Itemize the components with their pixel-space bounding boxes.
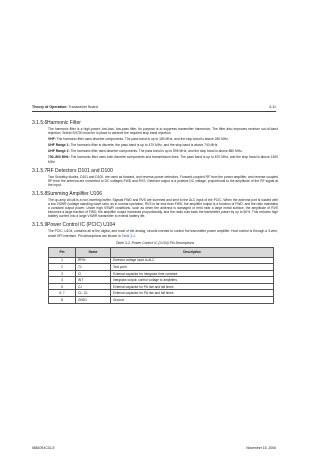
- cell-name: CJ: [76, 283, 111, 290]
- table-caption: Table 3-2. Power Control IC (U104) Pin Descriptions: [115, 240, 195, 245]
- section-harmonic-filter: [32, 120, 278, 164]
- header-rule: [32, 111, 276, 112]
- table-row: [49, 283, 274, 290]
- header-title-rest: Transceiver Board: [67, 105, 98, 109]
- section-title: Summing Amplifier U106: [47, 190, 103, 197]
- paragraph-vhf: [48, 137, 278, 141]
- page-footer: [32, 446, 276, 450]
- paragraph-uhf1: [48, 143, 278, 147]
- column-header-name: Name: [76, 247, 111, 257]
- table-row: [49, 297, 274, 304]
- section-summing-amplifier: [32, 191, 278, 218]
- table-row: [49, 290, 274, 297]
- cell-description: External capacitor for integrator time constant: [111, 270, 274, 277]
- section-number: 3.1.5.8: [32, 190, 48, 197]
- run-in-label: 700–800 MHz:: [48, 155, 70, 160]
- cell-pin: 1: [49, 257, 76, 264]
- paragraph: The op-amp circuit is a non-inverting buffer. Signals FWD and RVS are summed and sent to the ALC input of the PCIC. When the antenna port is loaded with a low VSWR (voltage standing wave ratio; as in normal operation, RVS is far less than FWD, the amplifier output is a function of FWD, and the ratio maintains a constant output power. Under high VSWR conditions, such as when the antenna is damaged or held near a large metal surface, the amplitude of RVS becomes a large fraction of FWD, the amplifier output increases proportionally, and the radio cuts back the transmitter power by up to 50%. This reduces high battery current into a large VSWR transmitter to extend battery life.: [48, 197, 278, 219]
- section-number: 3.1.5.6: [32, 120, 48, 126]
- cell-name: INT: [76, 277, 111, 284]
- cell-name: CL, CL: [76, 290, 111, 297]
- section-heading: [32, 222, 278, 228]
- section-power-control-ic: [32, 222, 278, 237]
- section-number: 3.1.5.9: [32, 222, 48, 229]
- paragraph-text: The harmonic filter uses both discrete components and transmission lines. The pass band is up to 870 MHz, and the stop band is above 1300 MHz.: [48, 155, 278, 164]
- table-row: [49, 264, 274, 271]
- page-header: [32, 105, 276, 113]
- cell-pin: 5: [49, 283, 76, 290]
- table-reference-link[interactable]: Table 3-2: [121, 233, 136, 238]
- paragraph-text: The harmonic filter is discrete, the pass band is up to 470 MHz, and the stop band is above 740 MHz.: [69, 143, 219, 148]
- section-number: 3.1.5.7: [32, 167, 48, 174]
- section-title: Harmonic Filter: [47, 120, 81, 126]
- cell-name: RFIN: [76, 257, 111, 264]
- cell-pin: 4: [49, 277, 76, 284]
- cell-description: External capacitor for PA rise and fall times: [111, 283, 274, 290]
- cell-pin: 8: [49, 297, 76, 304]
- table-header-row: [49, 247, 274, 257]
- cell-description: Ground: [111, 297, 274, 304]
- section-title: RF Detectors D101 and D100: [47, 167, 113, 174]
- cell-pin: 2: [49, 264, 76, 271]
- footer-date: November 15, 2006: [246, 446, 276, 450]
- cell-name: GND1: [76, 297, 111, 304]
- table-row: [49, 270, 274, 277]
- column-header-description: Description: [111, 247, 274, 257]
- cell-description: Detector voltage input to ALC: [111, 257, 274, 264]
- table-row: [49, 257, 274, 264]
- column-header-pin: Pin: [49, 247, 76, 257]
- section-title: Power Control IC (PCIC) U104: [47, 222, 116, 229]
- pin-description-table: [48, 247, 274, 304]
- run-in-label: VHF:: [48, 137, 56, 142]
- cell-name: T1: [76, 264, 111, 271]
- cell-pin: 6, 7: [49, 290, 76, 297]
- table-row: [49, 277, 274, 284]
- paragraph: Two Schottky diodes, D101 and D100, are used as forward- and reverse-power detectors. Forward-coupled RF from the power amplifier, and reverse-coupled RF from the antenna are converted to DC voltages FWD and RVS. Detector output is a positive DC voltage, proportional to the amplitude of the RF signal at the input.: [48, 174, 278, 187]
- paragraph-text: The PCIC, U104, contains all of the digital, and most of the analog, circuits needed to control the transmitter power amplifier. Host control is through a 3-wire, smart SPI interface. Pin descriptions are shown in: [48, 229, 278, 238]
- cell-name: CI: [76, 270, 111, 277]
- header-page-number: 3-11: [269, 105, 276, 109]
- paragraph-end: .: [135, 233, 137, 238]
- paragraph: The harmonic filter is a high-power, low-loss, low-pass filter. Its purpose is to suppress transmitter harmonics. The filter also improves receiver out-of-band rejection. Shield SH700 must be in place to achieve the required stop band rejection.: [48, 127, 278, 136]
- footer-doc-number: 6881094C31-E: [32, 446, 55, 450]
- cell-description: Test point: [111, 264, 274, 271]
- paragraph-700-800: [48, 155, 278, 163]
- section-heading: [32, 120, 278, 126]
- header-title-bold: Theory of Operation:: [32, 105, 68, 109]
- paragraph-uhf2: [48, 149, 278, 153]
- cell-description: External capacitor for PA rise and fall times: [111, 290, 274, 297]
- section-heading: [32, 168, 278, 174]
- run-in-label: UHF Range 2:: [48, 149, 70, 154]
- cell-description: Integrator output; control voltage to amplifiers: [111, 277, 274, 284]
- header-title: [32, 105, 98, 109]
- paragraph: [48, 229, 278, 237]
- page-content: [32, 116, 278, 304]
- section-rf-detectors: [32, 168, 278, 187]
- cell-pin: 3: [49, 270, 76, 277]
- paragraph-text: The harmonic filter uses discrete components. The pass band is up to 595 MHz, and the stop band is above 860 MHz.: [69, 149, 243, 154]
- section-heading: [32, 191, 278, 197]
- paragraph-text: The harmonic filter uses discrete components. The pass band is up to 180 MHz, and the stop band is above 280 MHz.: [55, 137, 229, 142]
- run-in-label: UHF Range 1:: [48, 143, 70, 148]
